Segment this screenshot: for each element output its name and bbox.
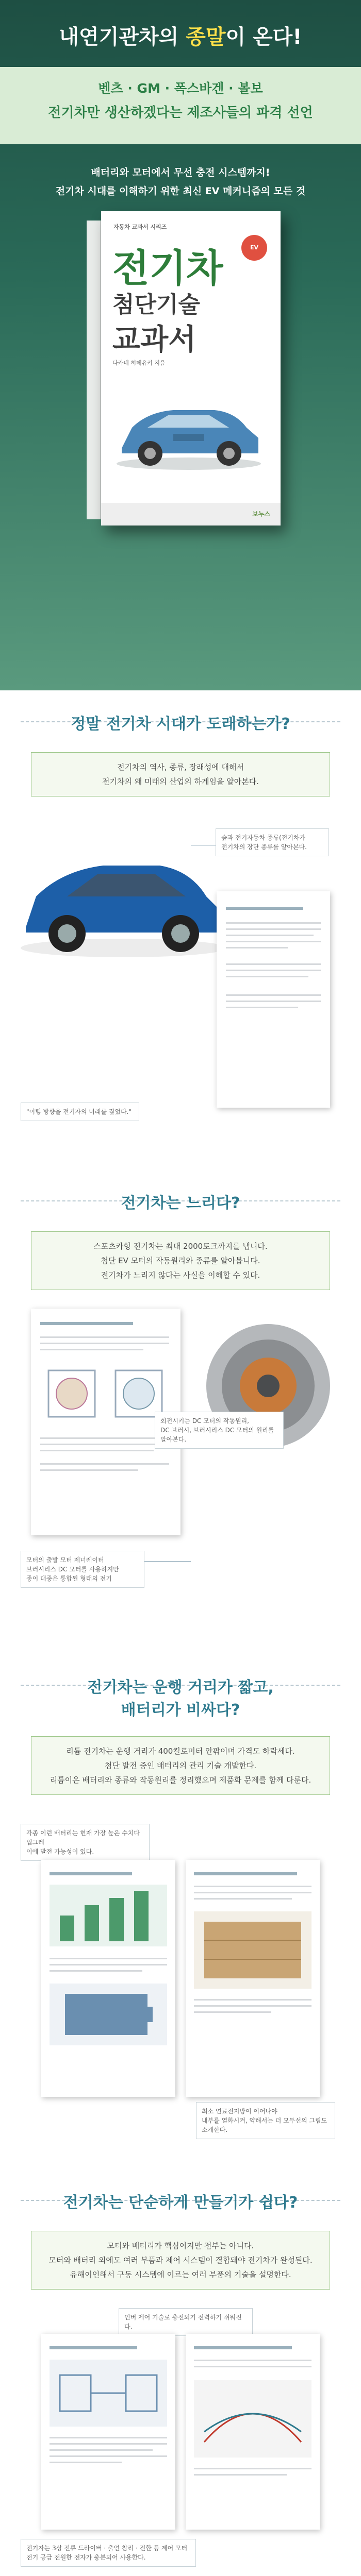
book-page-preview bbox=[41, 1860, 175, 2097]
callout-box bbox=[21, 2539, 196, 2567]
car-photo-icon bbox=[15, 814, 232, 969]
book-stamp: EV bbox=[241, 235, 267, 261]
section-summary bbox=[31, 1231, 330, 1290]
section-summary bbox=[31, 1736, 330, 1795]
callout-text: 내부를 열화시켜, 약해서는 더 모두선의 그림도 소개한다. bbox=[202, 2117, 327, 2133]
callout-box bbox=[21, 1824, 150, 1861]
section-title: 정말 전기차 시대가 도래하는가? bbox=[71, 715, 290, 733]
callout-text: 숲과 전기자동차 종류(전기차가 bbox=[221, 834, 306, 841]
callout-text: "이렇 방향을 전기자의 미래를 짚었다." bbox=[26, 1108, 132, 1115]
section-title: 배터리가 비싸다? bbox=[121, 1701, 240, 1719]
inverter-diagram-icon bbox=[50, 2360, 167, 2427]
callout-text: 회전시키는 DC 모터의 작동원리, bbox=[160, 1417, 249, 1425]
section-summary bbox=[31, 752, 330, 796]
car-illustration-icon bbox=[111, 376, 266, 474]
hero-brands: 벤츠 · GM · 폭스바겐 · 볼보 bbox=[98, 81, 263, 96]
book-cover bbox=[101, 211, 281, 526]
callout-box bbox=[196, 2102, 335, 2139]
section-title: 전기차는 단순하게 만들기가 쉽다? bbox=[63, 2194, 298, 2212]
callout-text: 전기 공급 전원한 전자가 충분되어 사용한다. bbox=[26, 2554, 146, 2561]
section-title: 전기차는 운행 거리가 짧고, bbox=[87, 1679, 274, 1697]
callout-text: 전기자는 3상 전류 드라이버 · 출연 참리 · 전환 등 제어 모터 bbox=[26, 2545, 188, 2552]
battery-cell-icon bbox=[50, 1984, 167, 2045]
callout-text: 전기차의 장단 종류를 알아본다. bbox=[221, 843, 307, 851]
callout-text: 인버 제어 기술로 충전되기 전력하기 쉬워진다. bbox=[124, 2314, 242, 2330]
callout-box bbox=[21, 1551, 144, 1588]
section-title: 전기차는 느리다? bbox=[121, 1194, 240, 1212]
summary-line: 전기차가 느리지 않다는 사실을 이해할 수 있다. bbox=[101, 1270, 260, 1280]
callout-box bbox=[216, 828, 329, 856]
book-page-preview bbox=[41, 2334, 175, 2530]
book-3d bbox=[87, 211, 283, 531]
summary-line: 모터와 배터리 외에도 여러 부품과 제어 시스템이 결합돼야 전기차가 완성된다. bbox=[48, 2256, 313, 2265]
callout-box bbox=[21, 1103, 139, 1121]
book-title-main: 전기차 bbox=[112, 246, 223, 291]
battery-pack-icon bbox=[194, 1911, 311, 1989]
book-page-preview bbox=[186, 2334, 320, 2530]
callout-text: 각종 이런 배터리는 현재 가장 높은 수치다 업그레 bbox=[26, 1829, 140, 1846]
callout-text: 브러시리스 DC 모터를 사용하지만 bbox=[26, 1566, 119, 1573]
book-title-sub: 첨단기술 bbox=[112, 292, 201, 318]
summary-line: 전기차의 역사, 종류, 장래성에 대해서 bbox=[117, 762, 244, 772]
summary-line: 첨단 발전 중인 배터리의 관리 기술 개발한다. bbox=[104, 1761, 257, 1770]
summary-line: 전기차의 왜 미래의 산업의 하게임을 알아본다. bbox=[102, 777, 259, 786]
section-ev-slow bbox=[0, 1170, 361, 1654]
book-page-preview bbox=[217, 891, 330, 1108]
callout-box bbox=[155, 1412, 284, 1449]
section-summary bbox=[31, 2231, 330, 2290]
summary-line: 스포츠카형 전기차는 최대 2000토크까지를 냅니다. bbox=[93, 1242, 268, 1251]
summary-line: 리튬 전기차는 운행 거리가 400킬로미터 안팎이며 가격도 하락세다. bbox=[66, 1747, 295, 1756]
summary-line: 리튬이온 배터리와 종류와 작동원리를 정리했으며 제품화 문제를 함께 다룬다. bbox=[50, 1775, 311, 1785]
hero-banner bbox=[0, 0, 361, 690]
callout-text: 최소 연료전지방이 이어나야 bbox=[202, 2108, 277, 2115]
summary-line: 첨단 EV 모터의 작동원리와 종류를 알아봅니다. bbox=[101, 1256, 260, 1265]
callout-text: DC 브러시, 브러시리스 DC 모터의 원리를 알아본다. bbox=[160, 1427, 274, 1443]
summary-line: 모터와 배터리가 핵심이지만 전부는 아니다. bbox=[107, 2241, 254, 2250]
motor-diagram-icon bbox=[43, 1365, 167, 1427]
wiring-diagram-icon bbox=[194, 2380, 311, 2458]
book-author: 다카네 히데유키 지음 bbox=[112, 360, 166, 366]
hero-tagline-1: 배터리와 모터에서 무선 충전 시스템까지! bbox=[91, 167, 270, 178]
callout-text: 모터의 출발 모터 제너레이터 bbox=[26, 1556, 104, 1564]
callout-text: 이에 발전 가능성이 있다. bbox=[26, 1848, 94, 1855]
book-publisher: 보누스 bbox=[252, 511, 270, 518]
book-page-preview bbox=[186, 1860, 320, 2097]
battery-chart-icon bbox=[50, 1885, 167, 1946]
hero-tagline-2: 전기차 시대를 이해하기 위한 최신 EV 메커니즘의 모든 것 bbox=[55, 185, 306, 197]
hero-declaration: 전기차만 생산하겠다는 제조사들의 파격 선언 bbox=[48, 105, 313, 121]
section-ev-simple bbox=[0, 2169, 361, 2576]
book-title-end: 교과서 bbox=[112, 323, 196, 357]
callout-leader bbox=[144, 1561, 191, 1562]
callout-box bbox=[119, 2308, 253, 2336]
hero-title: 내연기관차의 종말이 온다! bbox=[59, 25, 302, 49]
section-ev-era bbox=[0, 690, 361, 1170]
summary-line: 유해이인해서 구동 시스템에 이르는 여러 부품의 기술을 설명한다. bbox=[70, 2270, 291, 2279]
book-series-label: 자동차 교과서 시리즈 bbox=[113, 224, 167, 230]
callout-text: 종이 대중은 통합된 형태의 전기 bbox=[26, 1575, 112, 1582]
section-ev-battery bbox=[0, 1654, 361, 2169]
book-spine bbox=[87, 221, 101, 519]
